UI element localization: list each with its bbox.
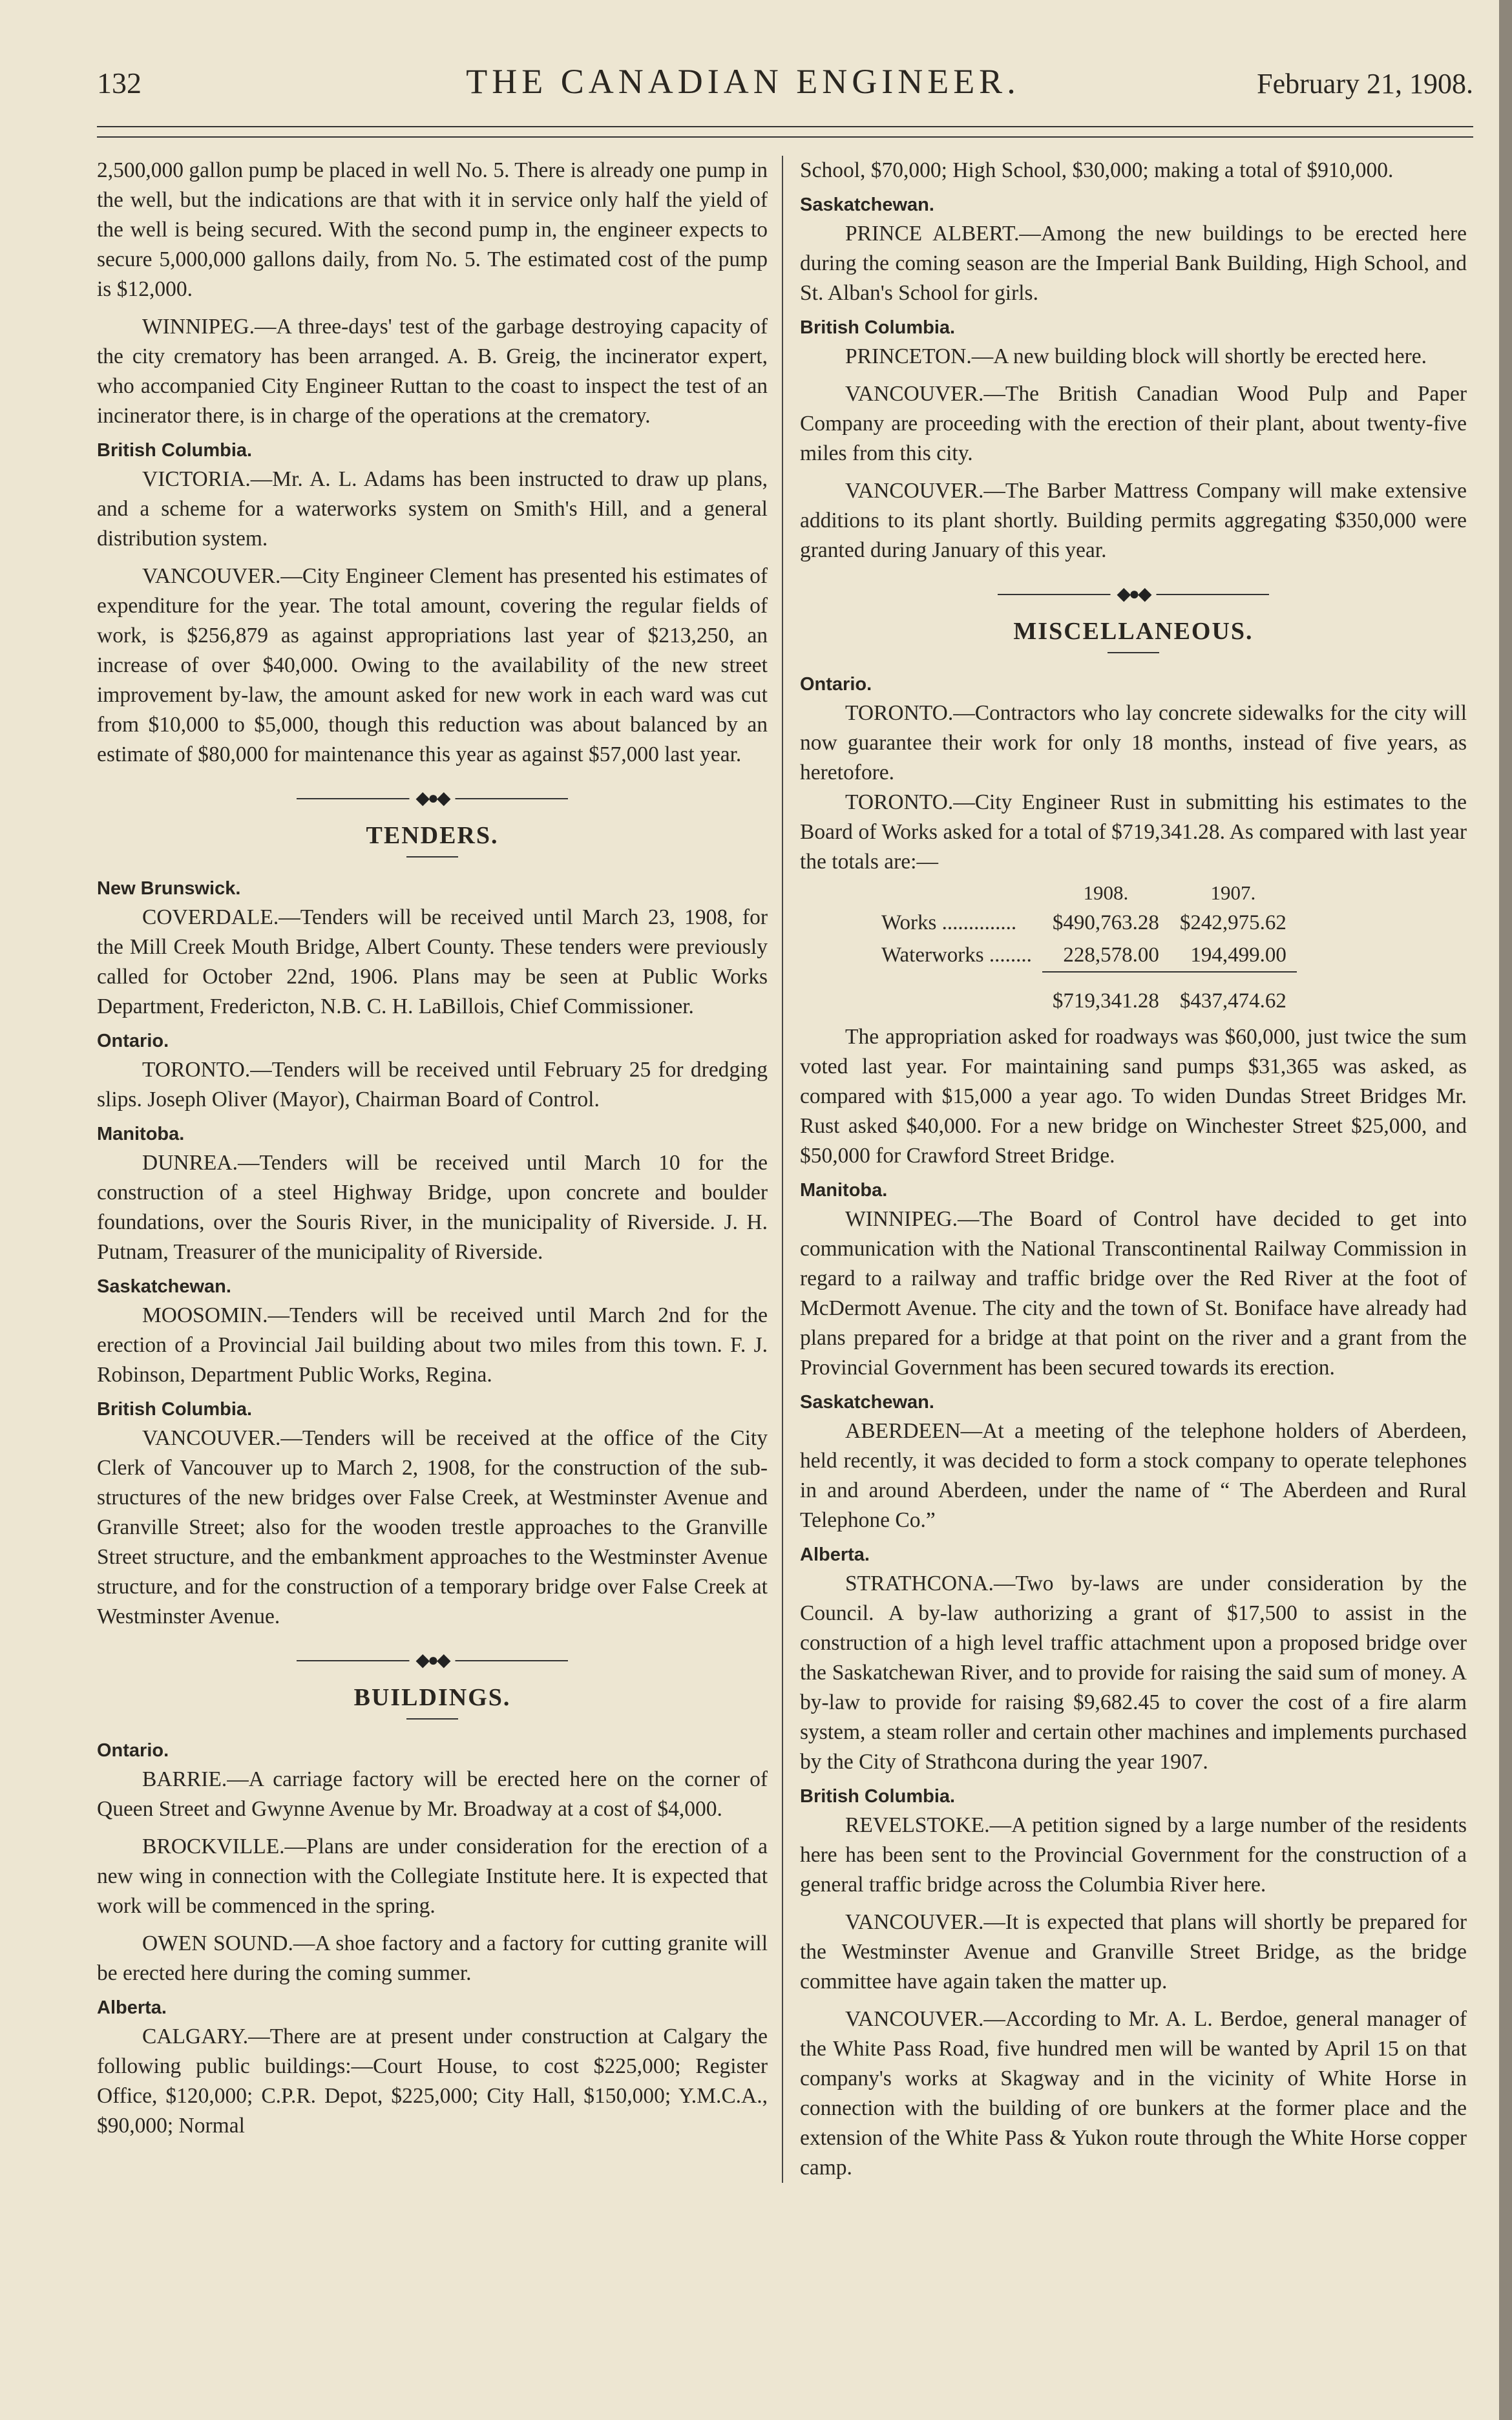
page-edge: [1499, 0, 1512, 2420]
left-column: [97, 156, 782, 2183]
title-rule: [406, 856, 458, 858]
paragraph-winnipeg-bridge: WINNIPEG.—The Board of Control have decided to get into communication with the National Transcontinental Railway Commission in regard to a railway and traffic bridge over the Red River at the foot of McDermott Avenue. The city and the town of St. Boniface have already had plans prepared for a bridge at that point on the river and a grant from the Provincial Government has been secured towards its erection.: [800, 1207, 1467, 1380]
total-1908: $719,341.28: [1052, 989, 1159, 1013]
province-heading: Alberta.: [97, 1997, 167, 2018]
page-header: [97, 61, 1473, 120]
paragraph-calgary-cont: School, $70,000; High School, $30,000; making a total of $910,000.: [800, 158, 1394, 182]
paragraph: 2,500,000 gallon pump be placed in well No. 5. There is already one pump in the well, but the indications are that with it in service only half the yield of the well is being secured. With the second pump in, the engineer expects to secure 5,000,000 gallons daily, from No. 5. The estimated cost of the pump is $12,000.: [97, 158, 768, 301]
paragraph-revelstoke: REVELSTOKE.—A petition signed by a large number of the residents here has been sent to the Provincial Government for the construction of a general traffic bridge across the Columbia River here.: [800, 1813, 1467, 1897]
paragraph-moosomin: MOOSOMIN.—Tenders will be received until March 2nd for the erection of a Provincial Jail building about two miles from this town. F. J. Robinson, Department Public Works, Regina.: [97, 1303, 768, 1387]
paragraph-toronto-estimates: TORONTO.—City Engineer Rust in submitting his estimates to the Board of Works asked for a total of $719,341.28. As compared with last year the totals are:—: [800, 790, 1467, 874]
cell-1908: 228,578.00: [1042, 939, 1170, 972]
table-row: [871, 939, 1297, 972]
paragraph-aberdeen: ABERDEEN—At a meeting of the telephone holders of Aberdeen, held recently, it was decided to form a stock company to operate telephones in and around Aberdeen, under the name of “ The Aberdeen and Rural Telephone Co.”: [800, 1419, 1467, 1532]
province-heading: British Columbia.: [97, 1399, 253, 1420]
cell-1908: $490,763.28: [1052, 910, 1159, 934]
province-heading: Saskatchewan.: [97, 1276, 231, 1297]
paragraph-vancouver: VANCOUVER.—City Engineer Clement has presented his estimates of expenditure for the year. The total amount, covering the regular fields of work, is $256,879 as against appropriations last year of $213,250, an increase of over $40,000. Owing to the availability of the new street improvement by-law, the amount asked for new work in each ward was cut from $10,000 to $5,000, though this reduction was about balanced by an estimate of $80,000 for maintenance this year as against $57,000 last year.: [97, 564, 768, 766]
total-1907: $437,474.62: [1179, 989, 1286, 1013]
province-heading: Saskatchewan.: [800, 1392, 934, 1413]
paragraph-owen-sound: OWEN SOUND.—A shoe factory and a factory for cutting granite will be erected here during the coming summer.: [97, 1931, 768, 1985]
paragraph-princeton: PRINCETON.—A new building block will shortly be erected here.: [845, 344, 1427, 368]
province-heading: British Columbia.: [97, 440, 253, 461]
journal-title: THE CANADIAN ENGINEER.: [466, 62, 1020, 101]
cell-1907: 194,499.00: [1170, 939, 1297, 972]
section-title-tenders: TENDERS.: [366, 822, 499, 849]
province-heading: British Columbia.: [800, 1786, 956, 1807]
paragraph-brockville: BROCKVILLE.—Plans are under consideration for the erection of a new wing in connection with the Collegiate Institute here. It is expected that work will be commenced in the spring.: [97, 1835, 768, 1918]
column-header-1908: 1908.: [1083, 881, 1129, 904]
section-ornament: [297, 1646, 568, 1676]
province-heading: Manitoba.: [800, 1180, 888, 1201]
paragraph-strathcona: STRATHCONA.—Two by-laws are under consideration by the Council. A by-law authorizing a grant of $17,500 to assist in the construction of a high level traffic attachment upon a proposed bridge over the Saskatchewan River, and to provide for raising the said sum of money. A by-law to provide for raising $9,682.45 to cover the cost of a fire alarm system, a steam roller and certain other machines and implements purchased by the City of Strathcona during the year 1907.: [800, 1572, 1467, 1774]
paragraph-winnipeg: WINNIPEG.—A three-days' test of the garbage destroying capacity of the city crematory has been arranged. A. B. Greig, the incinerator expert, who accompanied City Engineer Ruttan to the coast to inspect the test of an incinerator there, is in charge of the operations at the crematory.: [97, 315, 768, 428]
section-ornament: [998, 580, 1269, 609]
paragraph-vancouver-pulp: VANCOUVER.—The British Canadian Wood Pulp and Paper Company are proceeding with the erection of their plant, about twenty-five miles from this city.: [800, 382, 1467, 465]
ornament-glyph: ◆●◆: [410, 787, 456, 809]
paragraph-toronto: TORONTO.—Tenders will be received until February 25 for dredging slips. Joseph Oliver (Mayor), Chairman Board of Control.: [97, 1058, 768, 1111]
title-rule: [1108, 652, 1159, 653]
section-title-miscellaneous: MISCELLANEOUS.: [1013, 618, 1254, 645]
paragraph-calgary: CALGARY.—There are at present under construction at Calgary the following public buildings:—Court House, to cost $225,000; Register Office, $120,000; C.P.R. Depot, $225,000; City Hall, $150,000; Y.M.C.A., $90,000; Normal: [97, 2025, 768, 2138]
cell-1907: $242,975.62: [1179, 910, 1286, 934]
section-title-buildings: BUILDINGS.: [353, 1684, 511, 1711]
issue-date: February 21, 1908.: [1257, 68, 1473, 100]
province-heading: Ontario.: [97, 1740, 169, 1761]
header-rule: [97, 126, 1473, 138]
table-header-row: [871, 879, 1297, 907]
estimates-table: [871, 879, 1297, 1017]
row-label: Works ..............: [881, 910, 1017, 934]
ornament-glyph: ◆●◆: [410, 1649, 456, 1671]
paragraph-dunrea: DUNREA.—Tenders will be received until March 10 for the construction of a steel Highway Bridge, upon concrete and boulder foundations, over the Souris River, in the municipality of Riverside. J. H. Putnam, Treasurer of the municipality of Riverside.: [97, 1151, 768, 1264]
table-row: [871, 907, 1297, 939]
paragraph-vancouver-tender: VANCOUVER.—Tenders will be received at the office of the City Clerk of Vancouver up to March 2, 1908, for the construction of the sub-structures of the new bridges over False Creek, at Westminster Avenue and Granville Street; also for the wooden trestle approaches to the Granville Street structure, and the embankment approaches to the Westminster Avenue structure, and for the construction of a temporary bridge over False Creek at Westminster Avenue.: [97, 1426, 768, 1628]
page-number: 132: [97, 67, 142, 100]
paragraph-vancouver-mattress: VANCOUVER.—The Barber Mattress Company will make extensive additions to its plant shortly. Building permits aggregating $350,000 were granted during January of this year.: [800, 479, 1467, 562]
paragraph-toronto-sidewalks: TORONTO.—Contractors who lay concrete sidewalks for the city will now guarantee their work for only 18 months, instead of five years, as heretofore.: [800, 701, 1467, 784]
province-heading: Saskatchewan.: [800, 195, 934, 215]
province-heading: New Brunswick.: [97, 878, 241, 899]
province-heading: Alberta.: [800, 1544, 870, 1565]
paragraph-victoria: VICTORIA.—Mr. A. L. Adams has been instructed to draw up plans, and a scheme for a waterworks system on Smith's Hill, and a general distribution system.: [97, 467, 768, 551]
paragraph-roadways: The appropriation asked for roadways was $60,000, just twice the sum voted last year. For maintaining sand pumps $31,365 was asked, as compared with $15,000 a year ago. To widen Dundas Street Bridges Mr. Rust asked $40,000. For a new bridge on Winchester Street $25,000, and $50,000 for Crawford Street Bridge.: [800, 1025, 1467, 1168]
section-ornament: [297, 784, 568, 814]
ornament-glyph: ◆●◆: [1111, 583, 1157, 605]
table-total-row: [871, 972, 1297, 1017]
paragraph-prince-albert: PRINCE ALBERT.—Among the new buildings to be erected here during the coming season are the Imperial Bank Building, High School, and St. Alban's School for girls.: [800, 222, 1467, 305]
province-heading: British Columbia.: [800, 317, 956, 338]
province-heading: Manitoba.: [97, 1124, 185, 1144]
column-header-1907: 1907.: [1210, 881, 1256, 904]
title-rule: [406, 1718, 458, 1720]
paragraph-coverdale: COVERDALE.—Tenders will be received until March 23, 1908, for the Mill Creek Mouth Bridge, Albert County. These tenders were previously called for October 22nd, 1906. Plans may be seen at Public Works Department, Fredericton, N.B. C. H. LaBillois, Chief Commissioner.: [97, 905, 768, 1018]
right-column: [782, 156, 1467, 2183]
province-heading: Ontario.: [800, 674, 872, 695]
paragraph-vancouver-bridge: VANCOUVER.—It is expected that plans will shortly be prepared for the Westminster Avenue and Granville Street Bridge, as the bridge committee have again taken the matter up.: [800, 1910, 1467, 1994]
province-heading: Ontario.: [97, 1031, 169, 1051]
article-columns: [97, 156, 1473, 2183]
paragraph-vancouver-white-pass: VANCOUVER.—According to Mr. A. L. Berdoe, general manager of the White Pass Road, five hundred men will be wanted by April 15 on that company's works at Skagway and in the vicinity of White Horse in connection with the building of ore bunkers at the former place and the extension of the White Pass & Yukon route through the White Horse copper camp.: [800, 2007, 1467, 2180]
paragraph-barrie: BARRIE.—A carriage factory will be erected here on the corner of Queen Street and Gwynne Avenue by Mr. Broadway at a cost of $4,000.: [97, 1767, 768, 1821]
row-label: Waterworks ........: [881, 943, 1032, 967]
